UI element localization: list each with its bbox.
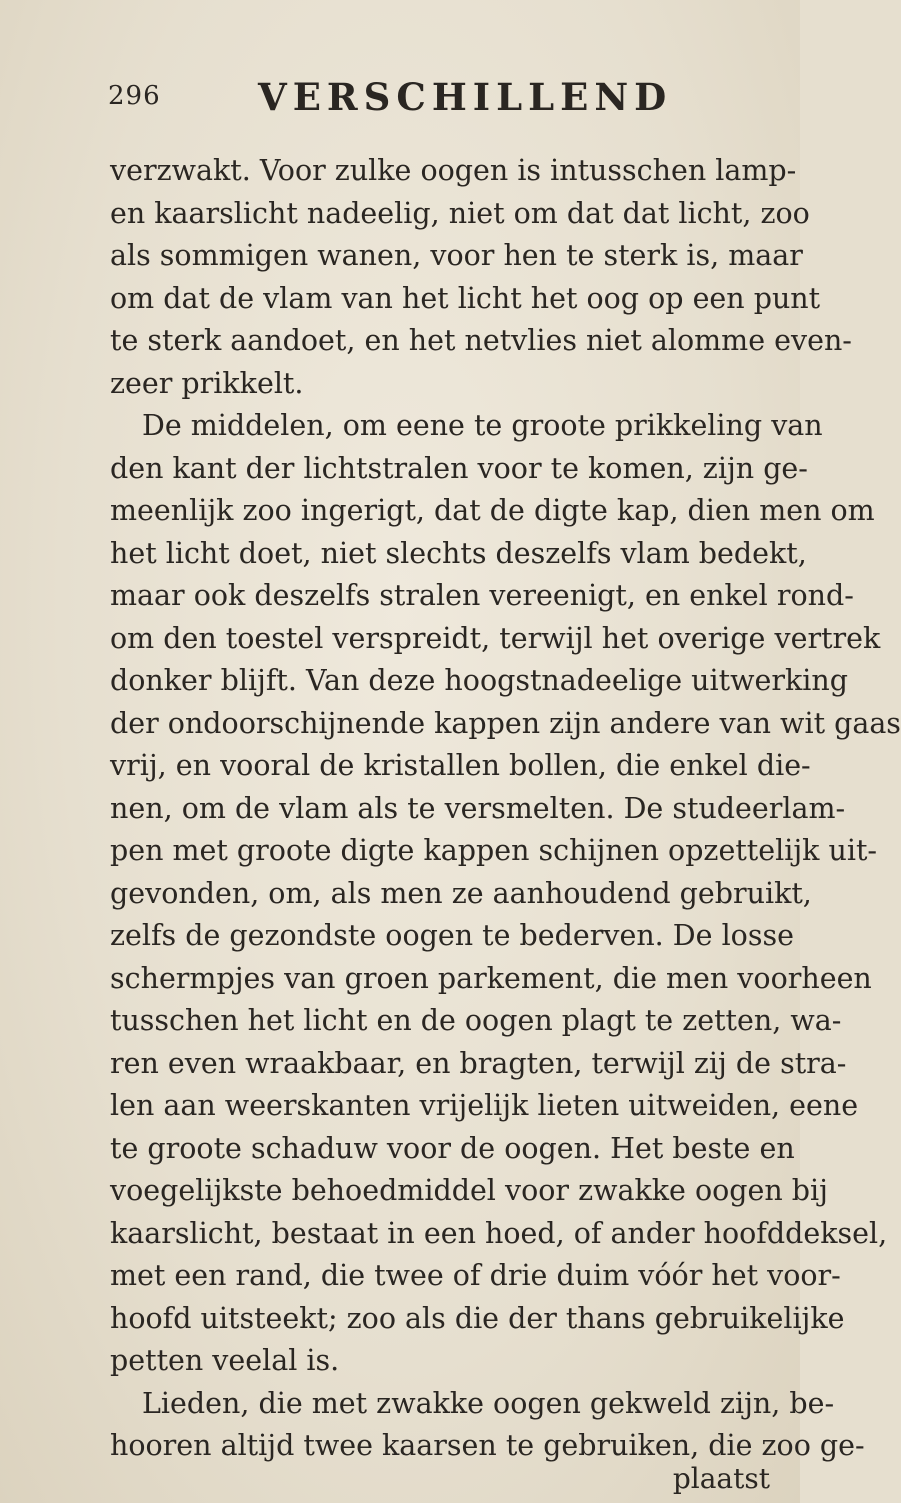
text-line: pen met groote digte kappen schijnen opzettelijk uit- — [110, 834, 878, 867]
text-line: voegelijkste behoedmiddel voor zwakke oogen bij — [110, 1174, 828, 1207]
text-line: zelfs de gezondste oogen te bederven. De losse — [110, 919, 794, 952]
text-line: te sterk aandoet, en het netvlies niet alomme even- — [110, 324, 852, 357]
text-line: der ondoorschijnende kappen zijn andere van wit gaas — [110, 706, 901, 740]
text-line: kaarslicht, bestaat in een hoed, of ander hoofddeksel, — [110, 1216, 888, 1250]
body-text — [110, 150, 901, 1468]
text-line: maar ook deszelfs stralen vereenigt, en enkel rond- — [110, 579, 854, 612]
text-line: om dat de vlam van het licht het oog op een punt — [110, 281, 821, 315]
text-line: tusschen het licht en de oogen plagt te zetten, wa- — [110, 1004, 842, 1037]
catchword: plaatst — [672, 1462, 770, 1495]
text-line: De middelen, om eene te groote prikkeling van — [142, 409, 823, 442]
text-line: schermpjes van groen parkement, die men voorheen — [110, 961, 872, 995]
running-head: VERSCHILLEND — [258, 75, 673, 119]
text-line: hooren altijd twee kaarsen te gebruiken, die zoo ge- — [110, 1429, 865, 1462]
page-header — [108, 75, 748, 119]
text-line: gevonden, om, als men ze aanhoudend gebruikt, — [110, 876, 812, 910]
text-line: om den toestel verspreidt, terwijl het overige vertrek — [110, 621, 881, 655]
text-line: donker blijft. Van deze hoogstnadeelige uitwerking — [110, 664, 848, 697]
text-line: nen, om de vlam als te versmelten. De studeerlam- — [110, 791, 846, 825]
text-line: te groote schaduw voor de oogen. Het beste en — [110, 1131, 795, 1165]
text-line: als sommigen wanen, voor hen te sterk is, maar — [110, 239, 803, 272]
text-line: Lieden, die met zwakke oogen gekweld zijn, be- — [142, 1386, 835, 1420]
page-number: 296 — [108, 81, 161, 111]
text-line: het licht doet, niet slechts deszelfs vlam bedekt, — [110, 536, 807, 570]
text-line: petten veelal is. — [110, 1344, 340, 1377]
text-line: zeer prikkelt. — [110, 366, 304, 400]
text-line: den kant der lichtstralen voor te komen, zijn ge- — [110, 451, 808, 485]
text-line: en kaarslicht nadeelig, niet om dat dat licht, zoo — [110, 196, 810, 230]
text-line: vrij, en vooral de kristallen bollen, die enkel die- — [110, 749, 811, 782]
text-line: meenlijk zoo ingerigt, dat de digte kap, dien men om — [110, 494, 875, 527]
text-line: len aan weerskanten vrijelijk lieten uitweiden, eene — [110, 1089, 859, 1122]
text-line: hoofd uitsteekt; zoo als die der thans gebruikelijke — [110, 1301, 845, 1335]
text-line: met een rand, die twee of drie duim vóór het voor- — [110, 1259, 841, 1292]
text-line: ren even wraakbaar, en bragten, terwijl zij de stra- — [110, 1046, 847, 1080]
text-line: verzwakt. Voor zulke oogen is intusschen lamp- — [110, 154, 797, 187]
